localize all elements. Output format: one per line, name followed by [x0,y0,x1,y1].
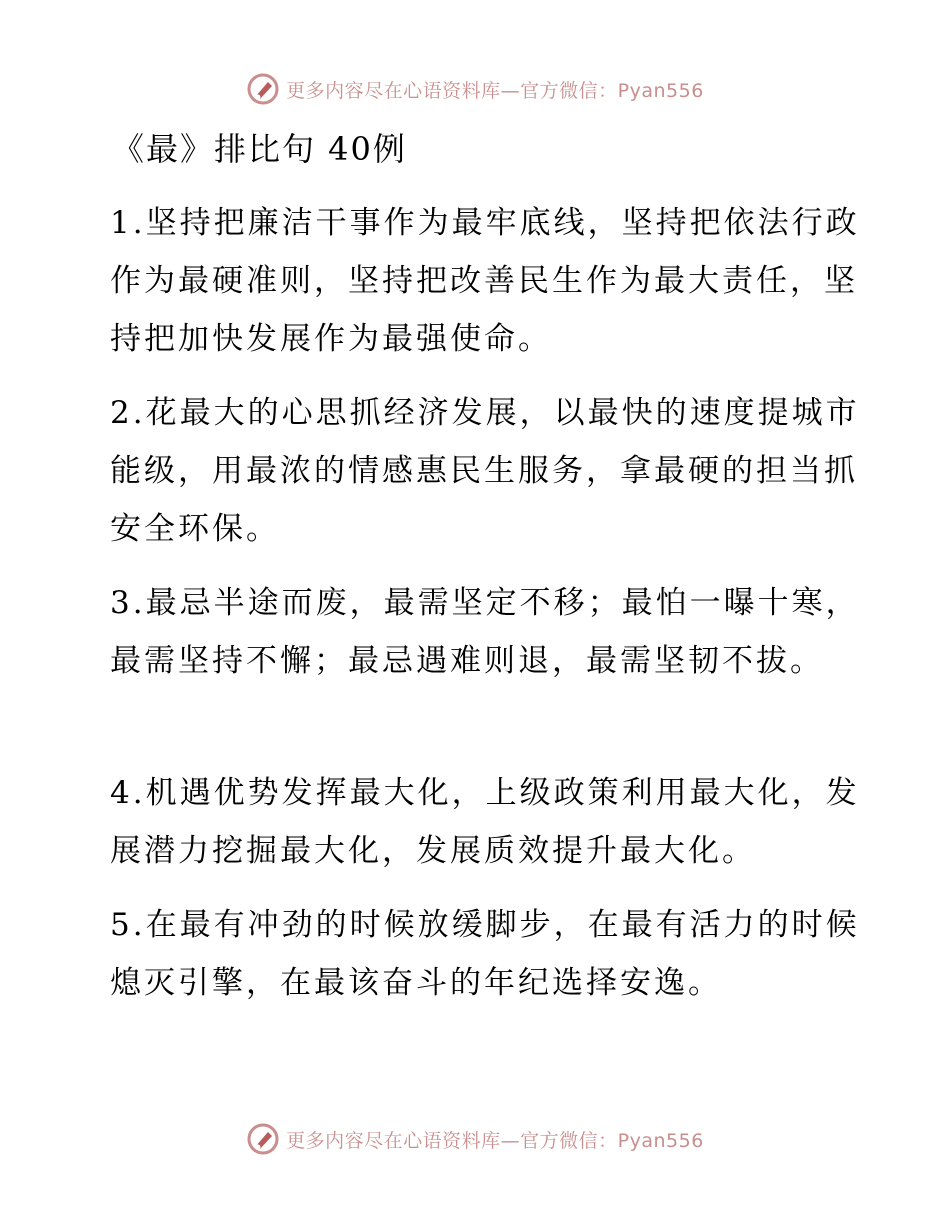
banner-text: 更多内容尽在心语资料库—官方微信：Pyan556 [286,79,704,102]
paragraph-3: 3.最忌半途而废，最需坚定不移；最怕一曝十寒，最需坚持不懈；最忌遇难则退，最需坚韧不拔。 [110,585,860,679]
paragraph-2: 2.花最大的心思抓经济发展，以最快的速度提城市能级，用最浓的情感惠民生服务，拿最硬的担当抓安全环保。 [110,395,860,547]
header-banner [0,72,950,106]
paragraph-4: 4.机遇优势发挥最大化，上级政策利用最大化，发展潜力挖掘最大化，发展质效提升最大化。 [110,775,860,869]
document-title: 《最》排比句 40例 [112,130,407,168]
banner-text: 更多内容尽在心语资料库—官方微信：Pyan556 [286,1129,704,1152]
pen-nib-logo-icon [246,1122,280,1156]
paragraph-1: 1.坚持把廉洁干事作为最牢底线，坚持把依法行政作为最硬准则，坚持把改善民生作为最大责任，坚持把加快发展作为最强使命。 [110,205,860,357]
pen-nib-logo-icon [246,72,280,106]
paragraph-5: 5.在最有冲劲的时候放缓脚步，在最有活力的时候熄灭引擎，在最该奋斗的年纪选择安逸。 [110,907,860,1001]
footer-banner [0,1122,950,1156]
